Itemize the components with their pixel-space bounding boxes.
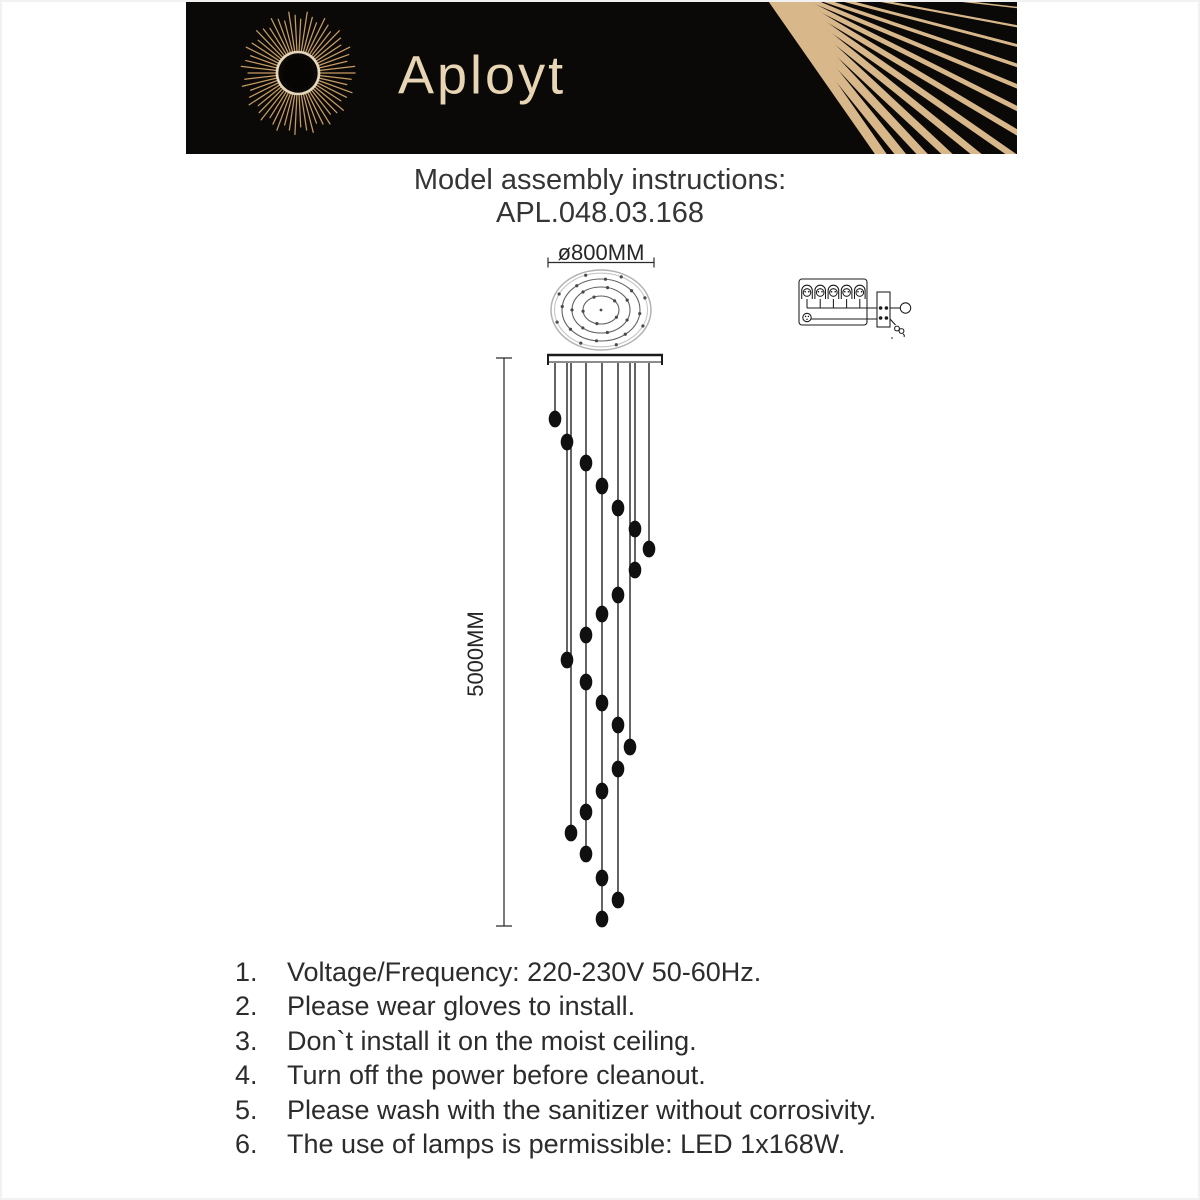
- pendant-bulb: [612, 500, 625, 517]
- instruction-number: 1.: [235, 957, 258, 987]
- instruction-item: [235, 1058, 985, 1092]
- wiring-diagram: [799, 279, 911, 339]
- fan-rays: [758, 2, 1017, 154]
- pendant-bulb: [580, 804, 593, 821]
- assembly-diagram: [422, 237, 942, 947]
- instruction-text: Voltage/Frequency: 220-230V 50-60Hz.: [287, 957, 762, 987]
- canopy-top-view: [551, 270, 651, 350]
- instruction-text: Please wear gloves to install.: [287, 991, 636, 1022]
- instruction-text: The use of lamps is permissible: LED 1x168W.: [287, 1129, 846, 1160]
- instruction-item: [235, 1024, 985, 1058]
- instruction-item: [235, 989, 985, 1023]
- page-title: Model assembly instructions:: [413, 164, 787, 196]
- pendant-bulb: [612, 761, 625, 778]
- instruction-number: 6.: [235, 1129, 258, 1160]
- brand-wordmark: Aployt: [398, 45, 567, 106]
- instruction-text: Please wash with the sanitizer without corrosivity.: [287, 1094, 877, 1125]
- sunburst-logo-icon: [234, 9, 362, 137]
- pendant-bulb: [580, 846, 593, 863]
- instruction-number: 2.: [235, 991, 258, 1022]
- height-dimension: [496, 358, 512, 926]
- pendant-bulb: [596, 478, 609, 495]
- pendant-bulb: [561, 652, 574, 669]
- logo-center: [283, 57, 313, 90]
- pendant-bulb: [629, 562, 642, 579]
- height-dim-label: 5000MM: [463, 611, 488, 697]
- pendant-bulb: [580, 674, 593, 691]
- instruction-item: [235, 1093, 985, 1127]
- instruction-item: [235, 1127, 985, 1161]
- diameter-dim-label: ø800MM: [557, 240, 645, 265]
- instruction-text: Don`t install it on the moist ceiling.: [287, 1025, 697, 1056]
- pendant-bulb: [565, 825, 578, 842]
- instruction-number: 4.: [235, 1060, 258, 1091]
- pendant-bulb: [596, 870, 609, 887]
- instruction-number: 5.: [235, 1094, 258, 1125]
- pendant-bulb: [549, 411, 562, 428]
- pendant-bulb: [580, 455, 593, 472]
- instruction-item: [235, 955, 985, 989]
- pendant-bulb: [561, 434, 574, 451]
- pendant-bulb: [596, 606, 609, 623]
- pendant-bulb: [624, 739, 637, 756]
- instructions-list: [235, 955, 985, 1161]
- pendant-bulb: [596, 911, 609, 928]
- brand-banner: [186, 2, 1017, 154]
- pendant-bulb: [596, 695, 609, 712]
- pendant-bulb: [643, 541, 656, 558]
- instruction-text: Turn off the power before cleanout.: [287, 1060, 706, 1091]
- pendant-bulb: [612, 717, 625, 734]
- pendant-bulb: [596, 783, 609, 800]
- pendant-bulb: [580, 627, 593, 644]
- ceiling-canopy-bar: [547, 354, 663, 365]
- pendant-bulb: [612, 892, 625, 909]
- title-block: [2, 164, 1198, 230]
- model-code: APL.048.03.168: [495, 197, 704, 229]
- pendant-bulb: [612, 587, 625, 604]
- pendant-bulb: [629, 521, 642, 538]
- instruction-number: 3.: [235, 1025, 258, 1056]
